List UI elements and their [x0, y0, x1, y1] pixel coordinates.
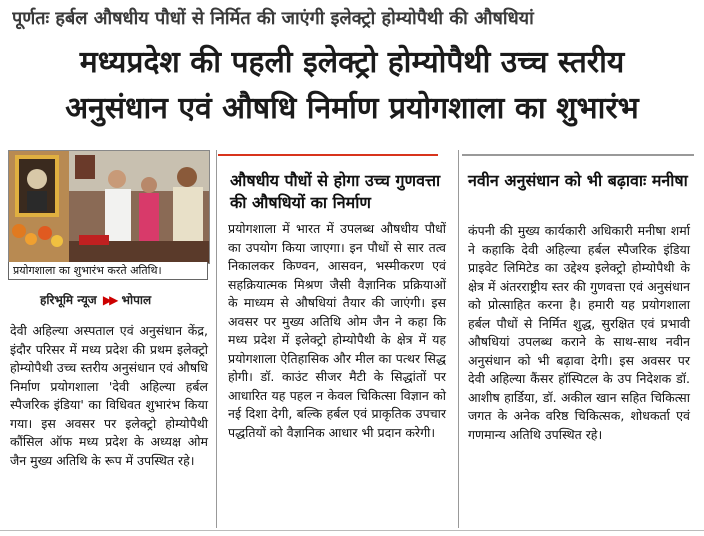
column-2-heading: औषधीय पौधों से होगा उच्च गुणवत्ता की औषधियों का निर्माण	[230, 171, 441, 212]
kicker-subheadline: पूर्णतः हर्बल औषधीय पौधों से निर्मित की जाएंगी इलेक्ट्रो होम्योपैथी की औषधियां	[12, 8, 534, 29]
photo-caption: प्रयोगशाला का शुभारंभ करते अतिथि।	[8, 262, 208, 280]
column-3-rule	[462, 154, 694, 156]
byline	[40, 291, 200, 308]
column-divider-1	[216, 150, 217, 528]
byline-city: भोपाल	[121, 293, 152, 307]
headline-line-2: अनुसंधान एवं औषधि निर्माण प्रयोगशाला का शुभारंभ	[65, 91, 639, 126]
column-1-body: देवी अहिल्या अस्पताल एवं अनुसंधान केंद्र, इंदौर परिसर में मध्य प्रदेश की प्रथम इलेक्ट्रो होम्योपैथी उच्च स्तरीय अनुसंधान एवं औषधि निर्माण प्रयोगशाला 'देवी अहिल्या हर्बल स्पैजरिक इंडिया' का विधिवत शुभारंभ किया गया। इस अवसर पर इलेक्ट्रो होम्योपैथी कौंसिल ऑफ मध्य प्रदेश के अध्यक्ष ओम जैन मुख्य अतिथि के रूप में उपस्थित रहे।	[10, 323, 208, 468]
column-2-accent-rule	[218, 154, 438, 156]
byline-source: हरिभूमि न्यूज	[40, 293, 97, 307]
column-2-body: प्रयोगशाला में भारत में उपलब्ध औषधीय पौधों का उपयोग किया जाएगा। इन पौधों से सार तत्व निकालकर किण्वन, आसवन, भस्मीकरण एवं सहक्रियात्मक मिश्रण जैसी वैज्ञानिक प्रक्रियाओं के माध्यम से औषधियां तैयार की जाएंगी। इस अवसर पर मुख्य अतिथि ओम जैन ने कहा कि मध्य प्रदेश में इलेक्ट्रो होम्योपैथी के क्षेत्र में यह प्रयोगशाला ऐतिहासिक और मील का पत्थर सिद्ध होगी। डॉ. काउंट सीजर मैटी के सिद्धांतों पर आधारित यह पहल न केवल चिकित्सा विज्ञान को नई दिशा देगी, बल्कि हर्बल एवं प्राकृतिक उपचार पद्धतियों को वैज्ञानिक आधार भी प्रदान करेगी।	[228, 221, 446, 440]
headline	[0, 40, 704, 132]
news-photo	[8, 150, 210, 264]
headline-line-1: मध्यप्रदेश की पहली इलेक्ट्रो होम्योपैथी उच्च स्तरीय	[79, 45, 625, 80]
bottom-rule	[0, 530, 704, 531]
photo-illustration	[9, 151, 209, 263]
column-divider-2	[458, 150, 459, 528]
byline-arrows-icon: ▶▶	[102, 293, 116, 307]
column-3-body: कंपनी की मुख्य कार्यकारी अधिकारी मनीषा शर्मा ने कहाकि देवी अहिल्या हर्बल स्पैजरिक इंडिया प्राइवेट लिमिटेड का उद्देश्य इलेक्ट्रो होम्योपैथी के क्षेत्र में अंतरराष्ट्रीय स्तर की गुणवत्ता एवं अनुसंधान को प्रोत्साहित करना है। हमारी यह प्रयोगशाला हर्बल पौधों से निर्मित शुद्ध, सुरक्षित एवं प्रभावी औषधियां उपलब्ध कराने के साथ-साथ नवीन अनुसंधान को भी बढ़ावा देगी। इस अवसर पर देवी अहिल्या कैंसर हॉस्पिटल के उप निदेशक डॉ. आशीष हार्डिया, डॉ. अकील खान सहित चिकित्सा जगत के अनेक वरिष्ठ चिकित्सक, शोधकर्ता एवं गणमान्य अतिथि उपस्थित रहे।	[468, 223, 690, 442]
column-3-heading: नवीन अनुसंधान को भी बढ़ावाः मनीषा	[468, 171, 688, 190]
